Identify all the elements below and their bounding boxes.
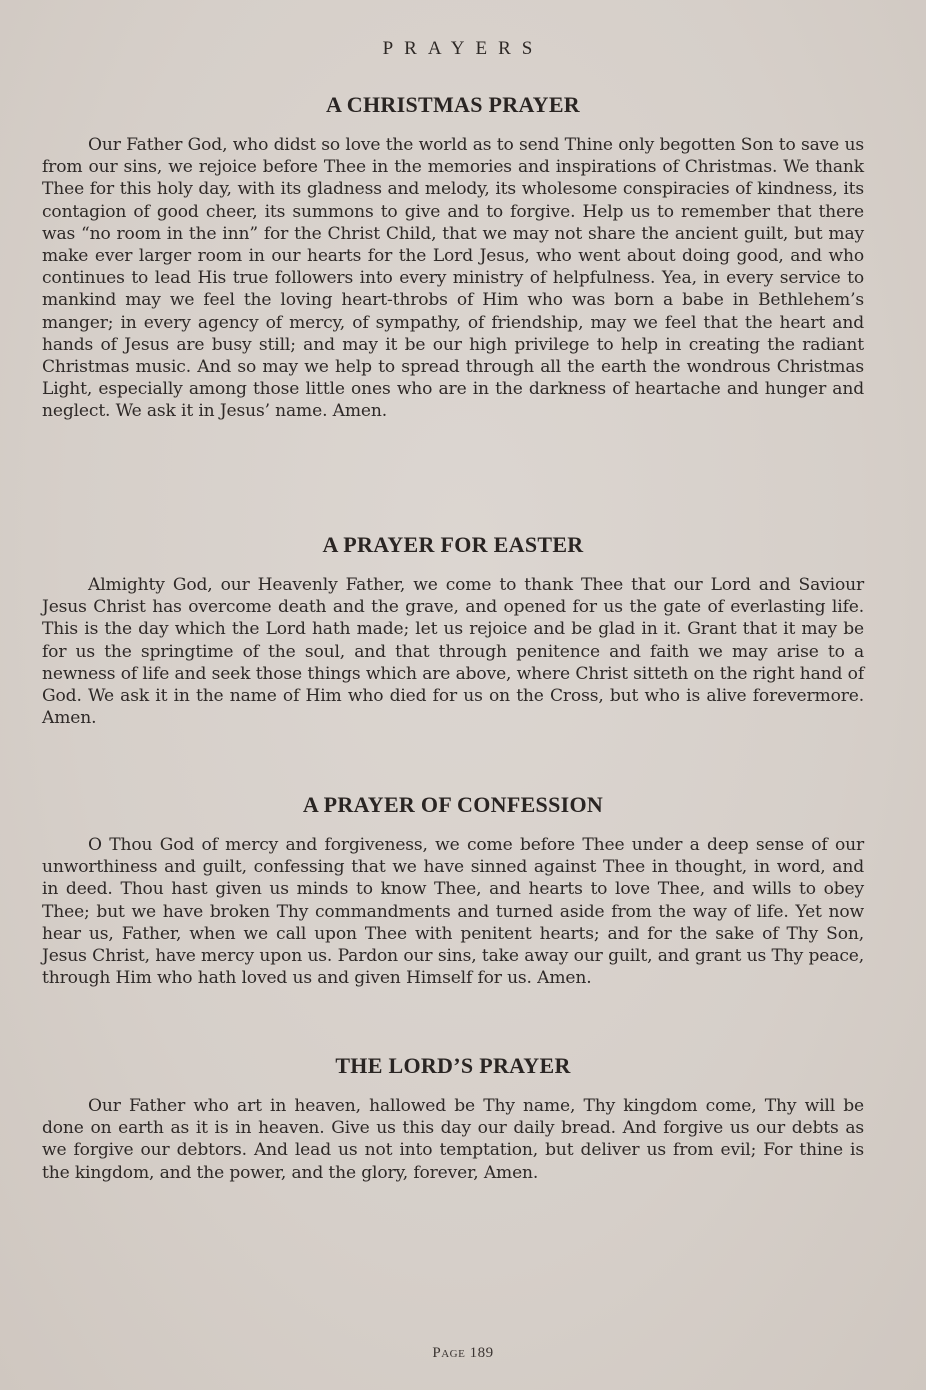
page-number: Page 189: [432, 1345, 494, 1361]
lords-prayer-section: [42, 1053, 864, 1184]
section-body: Our Father God, who didst so love the world as to send Thine only begotten Son to save us from our sins, we rejoice before Thee in the memories and inspirations of Christmas. We thank Thee for this holy day, with its gladness and melody, its wholesome conspiracies of kindness, its contagion of good cheer, its summons to give and to forgive. Help us to remember that there was “no room in the inn” for the Christ Child, that we may not share the ancient guilt, but may make ever larger room in our hearts for the Lord Jesus, who went about doing good, and who continues to lead His true followers into every ministry of helpfulness. Yea, in every service to mankind may we feel the loving heart-throbs of Him who was born a babe in Bethlehem’s manger; in every agency of mercy, of sympathy, of friendship, may we feel that the heart and hands of Jesus are busy still; and may it be our high privilege to help in creating the radiant Christmas music. And so may we help to spread through all the earth the wondrous Christmas Light, especially among those little ones who are in the darkness of heartache and hunger and neglect. We ask it in Jesus’ name. Amen.: [42, 135, 864, 422]
section-body: O Thou God of mercy and forgiveness, we come before Thee under a deep sense of our unworthiness and guilt, confessing that we have sinned against Thee in thought, in word, and in deed. Thou hast given us minds to know Thee, and hearts to love Thee, and wills to obey Thee; but we have broken Thy commandments and turned aside from the way of life. Yet now hear us, Father, when we call upon Thee with penitent hearts; and for the sake of Thy Son, Jesus Christ, have mercy upon us. Pardon our sins, take away our guilt, and grant us Thy peace, through Him who hath loved us and given Himself for us. Amen.: [42, 835, 864, 989]
section-body: Our Father who art in heaven, hallowed be Thy name, Thy kingdom come, Thy will be done on earth as it is in heaven. Give us this day our daily bread. And forgive us our debts as we forgive our debtors. And lead us not into temptation, but deliver us from evil; For thine is the kingdom, and the power, and the glory, forever, Amen.: [42, 1096, 864, 1183]
section-body: Almighty God, our Heavenly Father, we come to thank Thee that our Lord and Saviour Jesus Christ has overcome death and the grave, and opened for us the gate of everlasting life. This is the day which the Lord hath made; let us rejoice and be glad in it. Grant that it may be for us the springtime of the soul, and that through penitence and faith we may arise to a newness of life and seek those things which are above, where Christ sitteth on the right hand of God. We ask it in the name of Him who died for us on the Cross, but who is alive forevermore. Amen.: [42, 575, 864, 729]
running-head: PRAYERS: [382, 38, 544, 59]
section-title: A CHRISTMAS PRAYER: [326, 92, 580, 117]
section-title: A PRAYER FOR EASTER: [322, 532, 584, 557]
confession-prayer-section: [42, 792, 864, 989]
section-title: A PRAYER OF CONFESSION: [302, 792, 604, 817]
christmas-prayer-section: [42, 92, 864, 423]
easter-prayer-section: [42, 532, 864, 729]
section-title: THE LORD’S PRAYER: [335, 1053, 571, 1078]
